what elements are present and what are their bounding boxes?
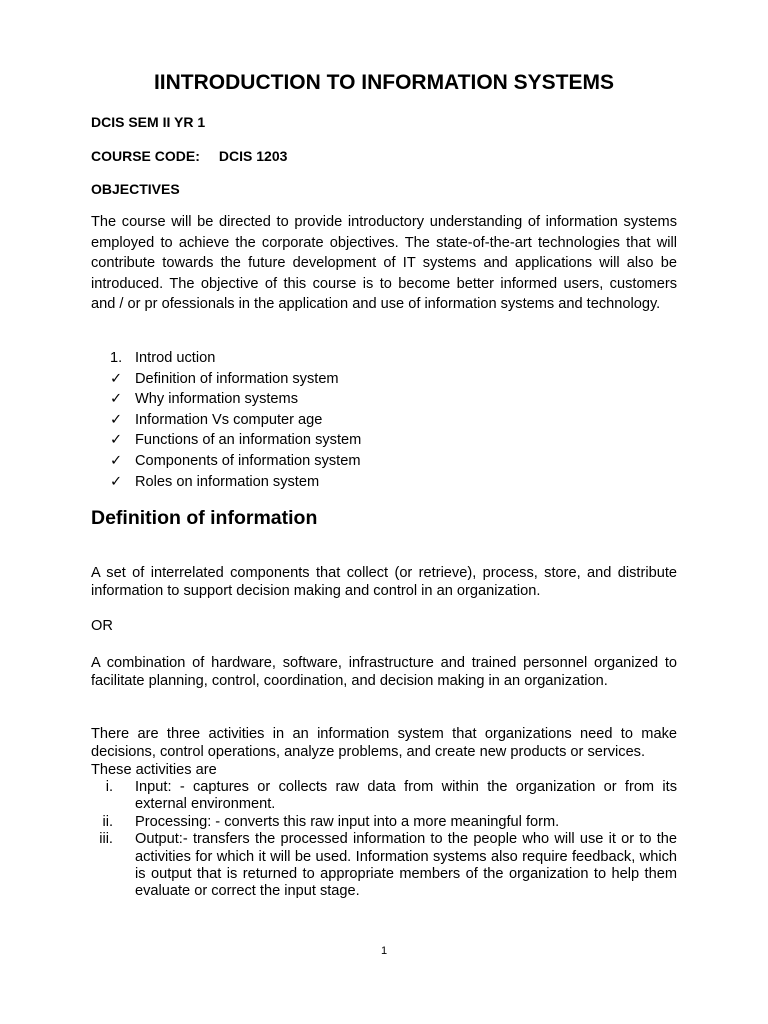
checkmark-icon: ✓ [110, 411, 123, 428]
checkmark-icon: ✓ [110, 473, 123, 490]
course-code-line [91, 148, 287, 164]
course-code-label: COURSE CODE: [91, 148, 200, 164]
activities-list [91, 779, 677, 901]
list-item: iii. Output:- transfers the processed information to the people who will use it or to the activities for which it will be used. Information systems also require feedback, which is output that is returned to appropriate members of the organization to help them evaluate or correct the input stage. [91, 831, 677, 901]
activities-intro-paragraph: There are three activities in an information system that organizations need to make decisions, control operations, analyze problems, and create new products or services. [91, 726, 677, 760]
checkmark-icon: ✓ [110, 452, 123, 469]
roman-numeral: iii. [99, 831, 113, 848]
objectives-heading: OBJECTIVES [91, 181, 180, 197]
document-title: IINTRODUCTION TO INFORMATION SYSTEMS [153, 71, 615, 94]
checkmark-icon: ✓ [110, 432, 123, 449]
outline-item: ✓ Definition of information system [110, 369, 510, 390]
outline-item: 1. Introd uction [110, 348, 510, 369]
outline-item: ✓ Components of information system [110, 451, 510, 472]
roman-numeral: ii. [102, 813, 113, 830]
outline-item: ✓ Functions of an information system [110, 430, 510, 451]
page-number: 1 [380, 945, 388, 957]
outline-number: 1. [110, 350, 123, 366]
definition-paragraph-1: A set of interrelated components that collect (or retrieve), process, store, and distribute information to support decision making and control in an organization. [91, 565, 677, 599]
activities-lead-text: These activities are [91, 762, 217, 778]
outline-item: ✓ Roles on information system [110, 472, 510, 493]
outline-item: ✓ Information Vs computer age [110, 410, 510, 431]
roman-numeral: i. [105, 779, 113, 795]
or-separator: OR [91, 618, 113, 634]
course-code-value: DCIS 1203 [218, 148, 288, 164]
checkmark-icon: ✓ [110, 370, 123, 387]
definition-paragraph-2: A combination of hardware, software, infrastructure and trained personnel organized to facilitate planning, control, coordination, and decision making in an organization. [91, 655, 677, 689]
program-label: DCIS SEM II YR 1 [91, 114, 206, 130]
list-item: i. Input: - captures or collects raw data from within the organization or from its external environment. [91, 779, 677, 814]
outline-item: ✓ Why information systems [110, 389, 510, 410]
course-outline-list [110, 348, 510, 492]
list-item: ii. Processing: - converts this raw input into a more meaningful form. [91, 814, 677, 831]
definition-heading: Definition of information [91, 507, 318, 529]
checkmark-icon: ✓ [110, 391, 123, 408]
objectives-paragraph: The course will be directed to provide introductory understanding of information systems employed to achieve the corporate objectives. The state-of-the-art technologies that will contribute towards the future development of IT systems and applications will also be introduced. The objective of this course is to become better informed users, customers and / or pr ofessionals in the application and use of information systems and technology. [91, 214, 677, 313]
